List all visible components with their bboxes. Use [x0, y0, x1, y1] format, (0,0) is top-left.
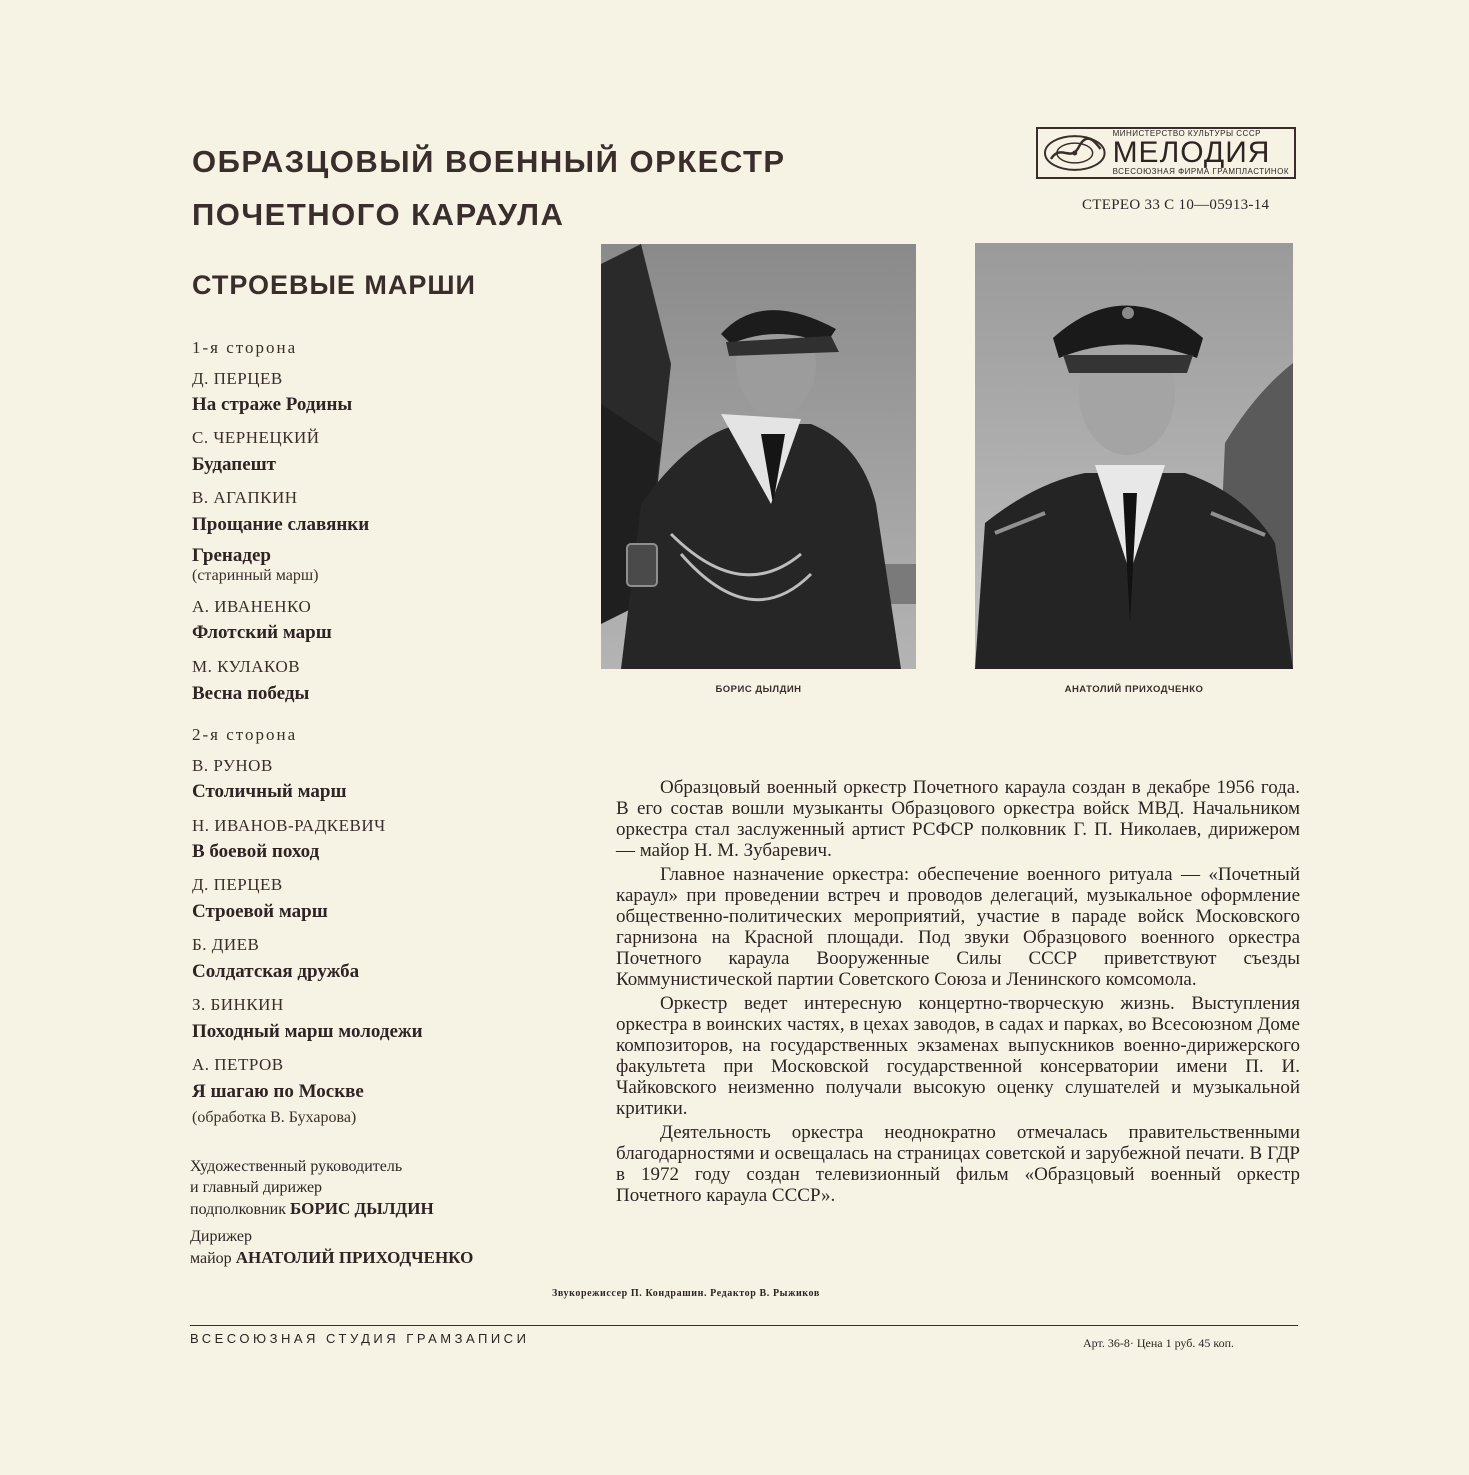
- side1-composer-3: В. АГАПКИН: [192, 488, 298, 507]
- melodiya-logo: [1036, 127, 1296, 179]
- side-2-heading: 2-я сторона: [192, 725, 298, 744]
- photo-boris-dyldin: [601, 244, 916, 669]
- catalog-number: СТЕРЕО 33 С 10—05913-14: [1082, 197, 1270, 213]
- credit-line-5: [190, 1247, 473, 1269]
- side1-composer-2: С. ЧЕРНЕЦКИЙ: [192, 428, 320, 447]
- about-paragraph-4: Деятельность оркестра неоднократно отмечалась правительственными благодарностями и освещалась на страницах советской и зарубежной печати. В ГДР в 1972 году создан телевизионный фильм «Образцовый военный оркестр Почетного караула СССР».: [616, 1122, 1300, 1206]
- side2-composer-3: Д. ПЕРЦЕВ: [192, 875, 283, 894]
- side2-track-2: В боевой поход: [192, 841, 320, 862]
- side2-track-5: Походный марш молодежи: [192, 1021, 423, 1042]
- side2-track-1: Столичный марш: [192, 781, 347, 802]
- side2-composer-4: Б. ДИЕВ: [192, 935, 260, 954]
- side2-composer-5: З. БИНКИН: [192, 995, 284, 1014]
- photo-right-caption: АНАТОЛИЙ ПРИХОДЧЕНКО: [1064, 684, 1204, 695]
- price-info: Арт. 36-8· Цена 1 руб. 45 коп.: [1083, 1336, 1235, 1350]
- credit-line-4: Дирижер: [190, 1228, 252, 1245]
- credit-name-1: БОРИС ДЫЛДИН: [290, 1199, 434, 1218]
- side1-track-1: На страже Родины: [192, 394, 353, 415]
- title-line-1: ОБРАЗЦОВЫЙ ВОЕННЫЙ ОРКЕСТР: [192, 144, 786, 179]
- production-credits: Звукорежиссер П. Кондрашин. Редактор В. Рыжиков: [552, 1288, 820, 1299]
- side2-composer-6: А. ПЕТРОВ: [192, 1055, 284, 1074]
- photo-left-caption: БОРИС ДЫЛДИН: [715, 684, 802, 695]
- logo-firm: ВСЕСОЮЗНАЯ ФИРМА ГРАМПЛАСТИНОК: [1112, 167, 1289, 176]
- credit-line-3: [190, 1198, 473, 1220]
- about-orchestra-text: [616, 777, 1300, 1206]
- credit-rank-1: подполковник: [190, 1201, 290, 1218]
- portrait-right-image: [975, 243, 1293, 669]
- side1-composer-5: А. ИВАНЕНКО: [192, 597, 312, 616]
- side2-track-4: Солдатская дружба: [192, 961, 360, 982]
- side2-composer-2: Н. ИВАНОВ-РАДКЕВИЧ: [192, 816, 386, 835]
- performer-credits: [190, 1156, 473, 1269]
- side1-composer-1: Д. ПЕРЦЕВ: [192, 369, 283, 388]
- studio-name: ВСЕСОЮЗНАЯ СТУДИЯ ГРАМЗАПИСИ: [190, 1331, 530, 1346]
- logo-name: МЕЛОДИЯ: [1112, 136, 1271, 169]
- photo-anatoly-prikhodchenko: [975, 243, 1293, 669]
- side1-track-3: Прощание славянки: [192, 514, 370, 535]
- title-line-2: ПОЧЕТНОГО КАРАУЛА: [192, 197, 565, 233]
- album-title: [192, 143, 786, 233]
- about-paragraph-2: Главное назначение оркестра: обеспечение военного ритуала — «Почетный караул» при проведении встреч и проводов делегаций, музыкальное оформление общественно-политических мероприятий, участие в параде войск Московского гарнизона на Красной площади. Под звуки Образцового военного оркестра Почетного караула Вооруженные Силы СССР приветствуют съезды Коммунистической партии Советского Союза и Ленинского комсомола.: [616, 864, 1300, 990]
- credit-line-1: Художественный руководитель: [190, 1158, 403, 1175]
- side2-track-3: Строевой марш: [192, 901, 328, 922]
- side1-track-2: Будапешт: [192, 454, 277, 475]
- about-paragraph-3: Оркестр ведет интересную концертно-творческую жизнь. Выступления оркестра в воинских частях, в цехах заводов, в садах и парках, во Всесоюзном Доме композиторов, на государственных экзаменах выпускников военно-дирижерского факультета при Московской государственной консерватории имени П. И. Чайковского неизменно получали высокую оценку слушателей и музыкальной критики.: [616, 993, 1300, 1119]
- side1-track-6: Весна победы: [192, 683, 310, 704]
- side1-track-4: Гренадер: [192, 545, 271, 566]
- credit-rank-2: майор: [190, 1250, 236, 1267]
- side1-composer-6: М. КУЛАКОВ: [192, 657, 301, 676]
- side2-composer-1: В. РУНОВ: [192, 756, 273, 775]
- about-paragraph-1: Образцовый военный оркестр Почетного караула создан в декабре 1956 года. В его состав вошли музыканты Образцового оркестра войск МВД. Начальником оркестра стал заслуженный артист РСФСР полковник Г. П. Николаев, дирижером — майор Н. М. Зубаревич.: [616, 777, 1300, 861]
- side1-track-5: Флотский марш: [192, 622, 332, 643]
- side1-track-4-note: (старинный марш): [192, 567, 319, 584]
- side-1-heading: 1-я сторона: [192, 338, 298, 357]
- side2-track-6-note: (обработка В. Бухарова): [192, 1109, 357, 1126]
- logo-ministry: МИНИСТЕРСТВО КУЛЬТУРЫ СССР: [1112, 129, 1261, 138]
- credit-name-2: АНАТОЛИЙ ПРИХОДЧЕНКО: [235, 1248, 474, 1267]
- melodiya-emblem-icon: [1043, 133, 1107, 173]
- portrait-left-image: [601, 244, 916, 669]
- credit-line-2: и главный дирижер: [190, 1179, 323, 1196]
- footer-divider: [190, 1325, 1298, 1326]
- side2-track-6: Я шагаю по Москве: [192, 1081, 364, 1102]
- album-subtitle: СТРОЕВЫЕ МАРШИ: [192, 270, 476, 300]
